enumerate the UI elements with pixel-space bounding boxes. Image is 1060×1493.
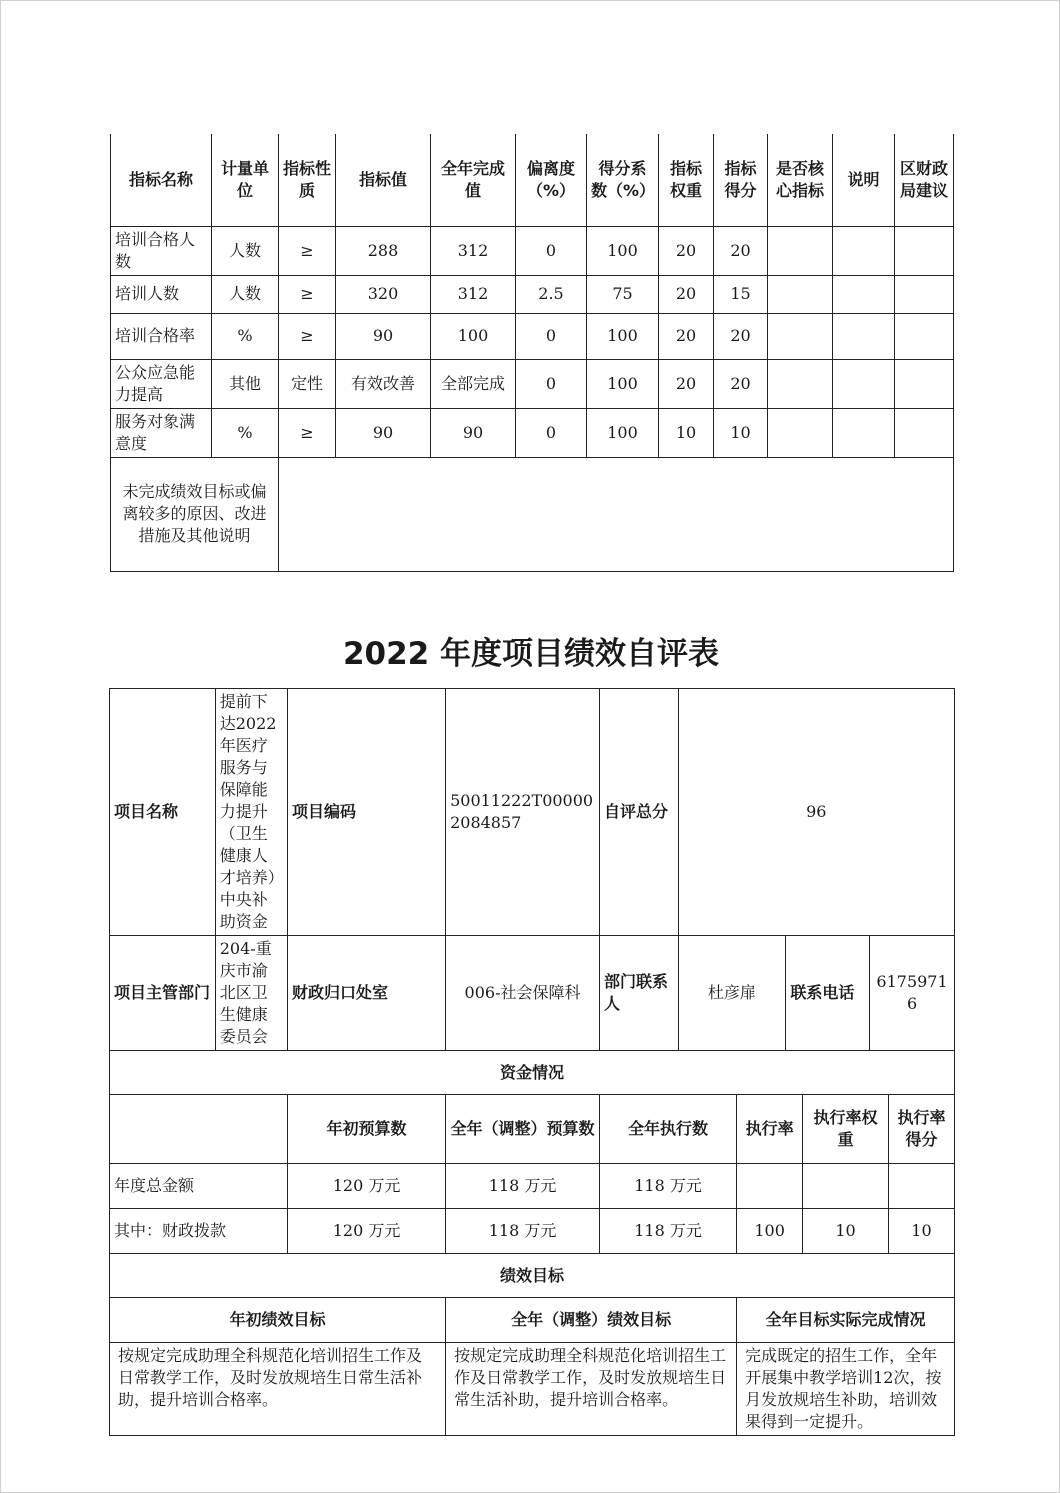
cell-core: [768, 313, 833, 359]
funds-header-weight: 执行率权重: [803, 1095, 889, 1164]
funds-section-row: [110, 1051, 955, 1095]
funds-row-adjusted: 118 万元: [446, 1164, 600, 1209]
cell-unit: %: [212, 313, 279, 359]
header-deviation: 偏离度（%）: [516, 134, 587, 226]
cell-deviation: 0: [516, 359, 587, 408]
goals-header-actual: 全年目标实际完成情况: [737, 1298, 955, 1343]
funds-header-row: [110, 1095, 955, 1164]
goals-text-adjusted: 按规定完成助理全科规范化培训招生工作及日常教学工作，及时发放规培生日常生活补助，提升培训合格率。: [446, 1343, 737, 1436]
goals-text-initial: 按规定完成助理全科规范化培训招生工作及日常教学工作，及时发放规培生日常生活补助，提升培训合格率。: [110, 1343, 446, 1436]
cell-actual: 全部完成: [431, 359, 516, 408]
cell-coef: 100: [587, 226, 659, 275]
project-code-label: 项目编码: [287, 689, 445, 936]
cell-unit: %: [212, 408, 279, 457]
cell-indicator-name: 培训人数: [111, 275, 212, 313]
cell-target: 90: [336, 408, 431, 457]
cell-target: 320: [336, 275, 431, 313]
goals-section-row: [110, 1254, 955, 1298]
dept-label: 项目主管部门: [110, 936, 216, 1051]
contact-label: 部门联系人: [599, 936, 678, 1051]
phone-label: 联系电话: [786, 936, 870, 1051]
header-actual: 全年完成值: [431, 134, 516, 226]
funds-section-title: 资金情况: [110, 1051, 955, 1095]
finance-office-label: 财政归口处室: [287, 936, 445, 1051]
dept-value: 204-重庆市渝北区卫生健康委员会: [215, 936, 287, 1051]
cell-coef: 100: [587, 359, 659, 408]
funds-header-score: 执行率得分: [888, 1095, 954, 1164]
indicator-row: [111, 359, 954, 408]
cell-actual: 100: [431, 313, 516, 359]
cell-nature: ≥: [279, 275, 336, 313]
header-score: 指标得分: [714, 134, 768, 226]
indicator-row: [111, 408, 954, 457]
cell-bureau-advice: [895, 226, 954, 275]
reason-row: [111, 457, 954, 571]
reason-label: 未完成绩效目标或偏离较多的原因、改进措施及其他说明: [111, 457, 279, 571]
cell-score: 20: [714, 359, 768, 408]
cell-note: [833, 226, 895, 275]
header-weight: 指标权重: [659, 134, 714, 226]
cell-actual: 312: [431, 275, 516, 313]
cell-score: 20: [714, 313, 768, 359]
cell-indicator-name: 培训合格率: [111, 313, 212, 359]
indicator-row: [111, 275, 954, 313]
header-bureau-advice: 区财政局建议: [895, 134, 954, 226]
goals-section-title: 绩效目标: [110, 1254, 955, 1298]
total-score-value: 96: [678, 689, 955, 936]
header-coef: 得分系数（%）: [587, 134, 659, 226]
cell-score: 15: [714, 275, 768, 313]
funds-row-weight: 10: [803, 1209, 889, 1254]
cell-weight: 20: [659, 226, 714, 275]
funds-row-initial: 120 万元: [287, 1164, 445, 1209]
funds-row-label: 年度总金额: [110, 1164, 288, 1209]
cell-score: 10: [714, 408, 768, 457]
cell-note: [833, 275, 895, 313]
cell-target: 有效改善: [336, 359, 431, 408]
cell-weight: 10: [659, 408, 714, 457]
header-target: 指标值: [336, 134, 431, 226]
funds-row-score: [888, 1164, 954, 1209]
total-score-label: 自评总分: [599, 689, 678, 936]
cell-score: 20: [714, 226, 768, 275]
project-name-value: 提前下达2022年医疗服务与保障能力提升（卫生健康人才培养）中央补助资金: [215, 689, 287, 936]
funds-row-score: 10: [888, 1209, 954, 1254]
header-unit: 计量单位: [212, 134, 279, 226]
project-name-row: [110, 689, 955, 936]
cell-note: [833, 313, 895, 359]
funds-row: [110, 1164, 955, 1209]
cell-deviation: 0: [516, 226, 587, 275]
cell-indicator-name: 培训合格人数: [111, 226, 212, 275]
funds-row-executed: 118 万元: [599, 1209, 736, 1254]
dept-row: [110, 936, 955, 1051]
cell-core: [768, 226, 833, 275]
funds-header-executed: 全年执行数: [599, 1095, 736, 1164]
contact-value: 杜彦扉: [678, 936, 786, 1051]
header-indicator-name: 指标名称: [111, 134, 212, 226]
cell-unit: 其他: [212, 359, 279, 408]
cell-actual: 90: [431, 408, 516, 457]
cell-actual: 312: [431, 226, 516, 275]
header-core: 是否核心指标: [768, 134, 833, 226]
cell-indicator-name: 服务对象满意度: [111, 408, 212, 457]
cell-coef: 100: [587, 313, 659, 359]
goals-header-adjusted: 全年（调整）绩效目标: [446, 1298, 737, 1343]
form-title: 2022 年度项目绩效自评表: [342, 636, 720, 672]
self-assessment-table: [109, 688, 955, 1436]
indicator-row: [111, 313, 954, 359]
funds-row-rate: 100: [737, 1209, 803, 1254]
phone-value: 61759716: [870, 936, 955, 1051]
cell-unit: 人数: [212, 275, 279, 313]
goals-header-initial: 年初绩效目标: [110, 1298, 446, 1343]
cell-target: 288: [336, 226, 431, 275]
cell-note: [833, 408, 895, 457]
cell-unit: 人数: [212, 226, 279, 275]
header-note: 说明: [833, 134, 895, 226]
funds-row-weight: [803, 1164, 889, 1209]
cell-note: [833, 359, 895, 408]
cell-coef: 75: [587, 275, 659, 313]
cell-nature: 定性: [279, 359, 336, 408]
cell-nature: ≥: [279, 408, 336, 457]
cell-coef: 100: [587, 408, 659, 457]
reason-content: [279, 457, 954, 571]
funds-header-rate: 执行率: [737, 1095, 803, 1164]
cell-deviation: 0: [516, 313, 587, 359]
indicator-row: [111, 226, 954, 275]
project-code-value: 50011222T000002084857: [446, 689, 600, 936]
cell-core: [768, 359, 833, 408]
cell-nature: ≥: [279, 313, 336, 359]
cell-bureau-advice: [895, 275, 954, 313]
cell-weight: 20: [659, 359, 714, 408]
project-name-label: 项目名称: [110, 689, 216, 936]
funds-row: [110, 1209, 955, 1254]
funds-row-rate: [737, 1164, 803, 1209]
cell-weight: 20: [659, 313, 714, 359]
cell-weight: 20: [659, 275, 714, 313]
cell-bureau-advice: [895, 408, 954, 457]
cell-core: [768, 275, 833, 313]
funds-header-adjusted: 全年（调整）预算数: [446, 1095, 600, 1164]
cell-deviation: 0: [516, 408, 587, 457]
funds-header-initial: 年初预算数: [287, 1095, 445, 1164]
funds-header-blank: [110, 1095, 288, 1164]
indicator-header-row: [111, 134, 954, 226]
cell-target: 90: [336, 313, 431, 359]
cell-bureau-advice: [895, 359, 954, 408]
cell-nature: ≥: [279, 226, 336, 275]
funds-row-initial: 120 万元: [287, 1209, 445, 1254]
funds-row-adjusted: 118 万元: [446, 1209, 600, 1254]
goals-text-row: [110, 1343, 955, 1436]
cell-core: [768, 408, 833, 457]
finance-office-value: 006-社会保障科: [446, 936, 600, 1051]
goals-text-actual: 完成既定的招生工作，全年开展集中教学培训12次，按月发放规培生补助，培训效果得到一定提升。: [737, 1343, 955, 1436]
funds-row-executed: 118 万元: [599, 1164, 736, 1209]
header-nature: 指标性质: [279, 134, 336, 226]
cell-bureau-advice: [895, 313, 954, 359]
indicator-table: [110, 134, 954, 572]
cell-deviation: 2.5: [516, 275, 587, 313]
cell-indicator-name: 公众应急能力提高: [111, 359, 212, 408]
funds-row-label: 其中：财政拨款: [110, 1209, 288, 1254]
goals-header-row: [110, 1298, 955, 1343]
